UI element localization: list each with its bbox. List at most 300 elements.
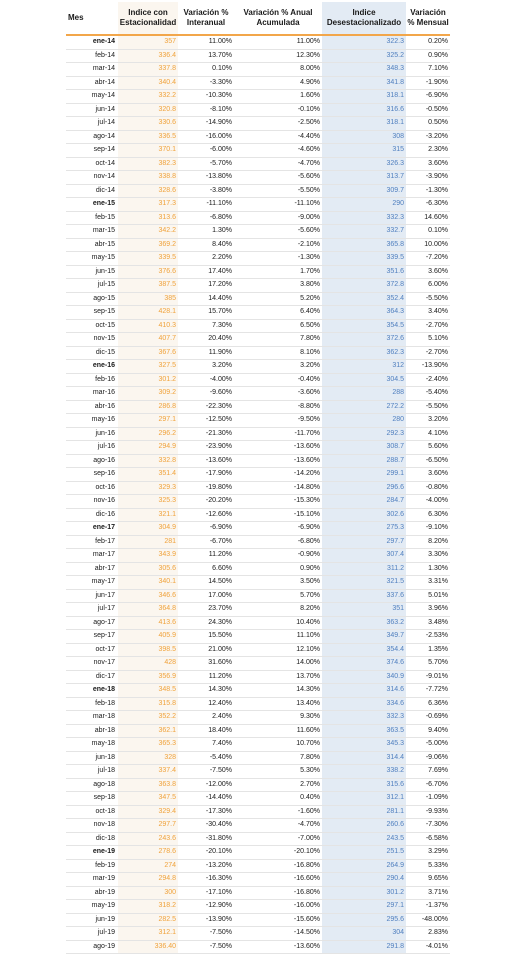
cell-variacion-mensual: -0.69% — [406, 711, 450, 725]
cell-mes: ago-17 — [66, 616, 118, 630]
cell-variacion-mensual: -9.01% — [406, 670, 450, 684]
cell-variacion-mensual: -9.93% — [406, 805, 450, 819]
table-row — [66, 225, 450, 239]
cell-indice-estacionalidad: 329.3 — [118, 481, 178, 495]
table-body — [66, 35, 450, 954]
table-row — [66, 792, 450, 806]
cell-variacion-interanual: -3.30% — [178, 76, 234, 90]
cell-indice-desestacionalizado: 275.3 — [322, 522, 406, 536]
cell-mes: feb-15 — [66, 211, 118, 225]
cell-indice-desestacionalizado: 312.1 — [322, 792, 406, 806]
cell-indice-estacionalidad: 327.5 — [118, 360, 178, 374]
cell-variacion-mensual: -7.72% — [406, 684, 450, 698]
cell-indice-desestacionalizado: 264.9 — [322, 859, 406, 873]
cell-mes: mar-19 — [66, 873, 118, 887]
cell-indice-estacionalidad: 367.6 — [118, 346, 178, 360]
cell-mes: abr-19 — [66, 886, 118, 900]
cell-indice-desestacionalizado: 364.3 — [322, 306, 406, 320]
table-row — [66, 414, 450, 428]
cell-variacion-mensual: -0.80% — [406, 481, 450, 495]
table-row — [66, 63, 450, 77]
cell-variacion-interanual: -6.00% — [178, 144, 234, 158]
table-row — [66, 859, 450, 873]
cell-variacion-anual-acumulada: -14.20% — [234, 468, 322, 482]
cell-variacion-mensual: 7.10% — [406, 63, 450, 77]
table-row — [66, 76, 450, 90]
cell-indice-desestacionalizado: 374.6 — [322, 657, 406, 671]
table-row — [66, 657, 450, 671]
cell-indice-desestacionalizado: 291.8 — [322, 940, 406, 954]
cell-mes: ago-18 — [66, 778, 118, 792]
cell-variacion-interanual: -5.40% — [178, 751, 234, 765]
cell-indice-estacionalidad: 304.9 — [118, 522, 178, 536]
cell-variacion-interanual: -6.70% — [178, 535, 234, 549]
cell-mes: mar-18 — [66, 711, 118, 725]
header-row — [66, 2, 450, 35]
cell-indice-desestacionalizado: 337.6 — [322, 589, 406, 603]
cell-variacion-interanual: 23.70% — [178, 603, 234, 617]
cell-variacion-anual-acumulada: -6.90% — [234, 522, 322, 536]
table-row — [66, 913, 450, 927]
cell-variacion-interanual: -23.90% — [178, 441, 234, 455]
cell-mes: abr-17 — [66, 562, 118, 576]
table-row — [66, 387, 450, 401]
cell-indice-estacionalidad: 347.5 — [118, 792, 178, 806]
table-header — [66, 2, 450, 35]
cell-mes: ago-14 — [66, 130, 118, 144]
cell-indice-desestacionalizado: 297.1 — [322, 900, 406, 914]
cell-indice-desestacionalizado: 302.6 — [322, 508, 406, 522]
cell-indice-desestacionalizado: 338.2 — [322, 765, 406, 779]
cell-mes: ene-14 — [66, 35, 118, 49]
cell-variacion-interanual: 14.50% — [178, 576, 234, 590]
cell-variacion-mensual: -6.58% — [406, 832, 450, 846]
cell-variacion-anual-acumulada: -5.60% — [234, 171, 322, 185]
cell-variacion-interanual: 11.90% — [178, 346, 234, 360]
cell-variacion-interanual: -12.60% — [178, 508, 234, 522]
cell-indice-estacionalidad: 305.6 — [118, 562, 178, 576]
cell-indice-desestacionalizado: 288 — [322, 387, 406, 401]
table-row — [66, 630, 450, 644]
cell-indice-estacionalidad: 363.8 — [118, 778, 178, 792]
table-row — [66, 724, 450, 738]
cell-indice-desestacionalizado: 332.3 — [322, 711, 406, 725]
cell-mes: sep-15 — [66, 306, 118, 320]
cell-indice-desestacionalizado: 354.4 — [322, 643, 406, 657]
cell-indice-estacionalidad: 296.2 — [118, 427, 178, 441]
table-row — [66, 940, 450, 954]
cell-variacion-anual-acumulada: -8.80% — [234, 400, 322, 414]
cell-mes: jun-14 — [66, 103, 118, 117]
cell-variacion-anual-acumulada: 10.40% — [234, 616, 322, 630]
cell-indice-estacionalidad: 340.1 — [118, 576, 178, 590]
cell-mes: sep-17 — [66, 630, 118, 644]
table-row — [66, 900, 450, 914]
table-row — [66, 144, 450, 158]
cell-mes: ago-19 — [66, 940, 118, 954]
indices-table-container — [66, 2, 450, 954]
cell-indice-estacionalidad: 274 — [118, 859, 178, 873]
cell-variacion-interanual: 12.40% — [178, 697, 234, 711]
table-row — [66, 373, 450, 387]
cell-variacion-mensual: 3.20% — [406, 414, 450, 428]
table-row — [66, 319, 450, 333]
cell-variacion-interanual: -6.80% — [178, 211, 234, 225]
cell-variacion-anual-acumulada: -1.60% — [234, 805, 322, 819]
cell-indice-estacionalidad: 325.3 — [118, 495, 178, 509]
cell-mes: jul-18 — [66, 765, 118, 779]
cell-variacion-anual-acumulada: 10.70% — [234, 738, 322, 752]
cell-variacion-anual-acumulada: -4.70% — [234, 819, 322, 833]
cell-mes: ago-16 — [66, 454, 118, 468]
cell-variacion-interanual: -16.00% — [178, 130, 234, 144]
cell-variacion-anual-acumulada: 13.40% — [234, 697, 322, 711]
header-variacion-mensual: Variación % Mensual — [406, 2, 450, 35]
cell-variacion-mensual: 5.70% — [406, 657, 450, 671]
cell-indice-desestacionalizado: 339.5 — [322, 252, 406, 266]
cell-variacion-interanual: -9.60% — [178, 387, 234, 401]
cell-variacion-interanual: -4.00% — [178, 373, 234, 387]
cell-variacion-mensual: 3.60% — [406, 468, 450, 482]
cell-indice-estacionalidad: 336.4 — [118, 49, 178, 63]
cell-variacion-anual-acumulada: -1.30% — [234, 252, 322, 266]
cell-variacion-anual-acumulada: 7.80% — [234, 751, 322, 765]
cell-indice-estacionalidad: 286.8 — [118, 400, 178, 414]
cell-indice-desestacionalizado: 332.7 — [322, 225, 406, 239]
cell-variacion-interanual: 11.20% — [178, 670, 234, 684]
cell-variacion-anual-acumulada: -15.10% — [234, 508, 322, 522]
cell-mes: oct-14 — [66, 157, 118, 171]
cell-variacion-anual-acumulada: -2.50% — [234, 117, 322, 131]
cell-variacion-anual-acumulada: -4.40% — [234, 130, 322, 144]
cell-indice-estacionalidad: 357 — [118, 35, 178, 49]
cell-variacion-interanual: -17.10% — [178, 886, 234, 900]
cell-indice-estacionalidad: 428 — [118, 657, 178, 671]
cell-variacion-anual-acumulada: 0.40% — [234, 792, 322, 806]
cell-variacion-anual-acumulada: -6.80% — [234, 535, 322, 549]
table-row — [66, 157, 450, 171]
cell-variacion-anual-acumulada: -13.60% — [234, 940, 322, 954]
cell-variacion-anual-acumulada: 5.30% — [234, 765, 322, 779]
table-row — [66, 751, 450, 765]
cell-indice-estacionalidad: 328 — [118, 751, 178, 765]
cell-variacion-mensual: 9.40% — [406, 724, 450, 738]
cell-indice-desestacionalizado: 290.4 — [322, 873, 406, 887]
cell-mes: jun-15 — [66, 265, 118, 279]
cell-indice-estacionalidad: 407.7 — [118, 333, 178, 347]
cell-variacion-interanual: 17.20% — [178, 279, 234, 293]
cell-variacion-anual-acumulada: 11.00% — [234, 35, 322, 49]
table-row — [66, 711, 450, 725]
table-row — [66, 805, 450, 819]
cell-indice-estacionalidad: 351.4 — [118, 468, 178, 482]
cell-mes: jul-17 — [66, 603, 118, 617]
cell-indice-desestacionalizado: 315.6 — [322, 778, 406, 792]
cell-indice-estacionalidad: 317.3 — [118, 198, 178, 212]
cell-variacion-mensual: -2.70% — [406, 346, 450, 360]
cell-indice-desestacionalizado: 345.3 — [322, 738, 406, 752]
cell-indice-estacionalidad: 312.1 — [118, 927, 178, 941]
cell-mes: oct-18 — [66, 805, 118, 819]
cell-indice-estacionalidad: 336.40 — [118, 940, 178, 954]
cell-variacion-interanual: -14.90% — [178, 117, 234, 131]
cell-variacion-mensual: 3.31% — [406, 576, 450, 590]
cell-variacion-interanual: -13.90% — [178, 913, 234, 927]
cell-indice-desestacionalizado: 292.3 — [322, 427, 406, 441]
cell-indice-estacionalidad: 330.6 — [118, 117, 178, 131]
cell-mes: ene-19 — [66, 846, 118, 860]
cell-variacion-interanual: -20.10% — [178, 846, 234, 860]
cell-variacion-anual-acumulada: 7.80% — [234, 333, 322, 347]
cell-variacion-interanual: -31.80% — [178, 832, 234, 846]
cell-variacion-interanual: -12.50% — [178, 414, 234, 428]
cell-mes: feb-18 — [66, 697, 118, 711]
cell-mes: dic-16 — [66, 508, 118, 522]
cell-variacion-interanual: -13.60% — [178, 454, 234, 468]
cell-variacion-interanual: 18.40% — [178, 724, 234, 738]
cell-variacion-mensual: -13.90% — [406, 360, 450, 374]
cell-mes: sep-18 — [66, 792, 118, 806]
cell-indice-desestacionalizado: 308 — [322, 130, 406, 144]
table-row — [66, 684, 450, 698]
cell-variacion-anual-acumulada: 8.00% — [234, 63, 322, 77]
cell-variacion-mensual: 3.96% — [406, 603, 450, 617]
table-row — [66, 117, 450, 131]
table-row — [66, 643, 450, 657]
cell-variacion-interanual: -17.90% — [178, 468, 234, 482]
cell-indice-desestacionalizado: 352.4 — [322, 292, 406, 306]
cell-variacion-anual-acumulada: 6.40% — [234, 306, 322, 320]
cell-mes: jun-19 — [66, 913, 118, 927]
cell-indice-desestacionalizado: 304 — [322, 927, 406, 941]
cell-indice-desestacionalizado: 340.9 — [322, 670, 406, 684]
cell-indice-desestacionalizado: 297.7 — [322, 535, 406, 549]
cell-mes: nov-15 — [66, 333, 118, 347]
cell-variacion-mensual: 4.10% — [406, 427, 450, 441]
cell-indice-estacionalidad: 365.3 — [118, 738, 178, 752]
cell-variacion-anual-acumulada: -0.90% — [234, 549, 322, 563]
cell-indice-estacionalidad: 387.5 — [118, 279, 178, 293]
cell-variacion-anual-acumulada: 5.20% — [234, 292, 322, 306]
cell-indice-estacionalidad: 348.5 — [118, 684, 178, 698]
cell-indice-desestacionalizado: 316.6 — [322, 103, 406, 117]
cell-variacion-mensual: 3.60% — [406, 265, 450, 279]
cell-mes: dic-17 — [66, 670, 118, 684]
table-row — [66, 670, 450, 684]
cell-variacion-anual-acumulada: 1.70% — [234, 265, 322, 279]
cell-mes: ago-15 — [66, 292, 118, 306]
cell-indice-estacionalidad: 336.5 — [118, 130, 178, 144]
cell-variacion-anual-acumulada: 3.50% — [234, 576, 322, 590]
cell-variacion-mensual: 5.60% — [406, 441, 450, 455]
cell-mes: feb-19 — [66, 859, 118, 873]
header-indice-estacionalidad: Indice con Estacionalidad — [118, 2, 178, 35]
table-row — [66, 819, 450, 833]
cell-variacion-mensual: 1.30% — [406, 562, 450, 576]
table-row — [66, 616, 450, 630]
cell-variacion-mensual: -3.20% — [406, 130, 450, 144]
cell-indice-desestacionalizado: 313.7 — [322, 171, 406, 185]
cell-indice-estacionalidad: 337.4 — [118, 765, 178, 779]
cell-mes: nov-14 — [66, 171, 118, 185]
cell-variacion-mensual: 0.20% — [406, 35, 450, 49]
cell-indice-estacionalidad: 338.8 — [118, 171, 178, 185]
cell-variacion-interanual: -5.70% — [178, 157, 234, 171]
cell-mes: feb-17 — [66, 535, 118, 549]
cell-variacion-interanual: -14.40% — [178, 792, 234, 806]
cell-variacion-anual-acumulada: -3.60% — [234, 387, 322, 401]
table-row — [66, 697, 450, 711]
cell-mes: may-17 — [66, 576, 118, 590]
cell-mes: sep-16 — [66, 468, 118, 482]
cell-indice-desestacionalizado: 362.3 — [322, 346, 406, 360]
cell-variacion-anual-acumulada: -13.60% — [234, 454, 322, 468]
cell-mes: ene-17 — [66, 522, 118, 536]
cell-variacion-interanual: -12.90% — [178, 900, 234, 914]
cell-variacion-anual-acumulada: -4.60% — [234, 144, 322, 158]
cell-variacion-interanual: 1.30% — [178, 225, 234, 239]
cell-variacion-mensual: -1.30% — [406, 184, 450, 198]
cell-variacion-mensual: 7.69% — [406, 765, 450, 779]
cell-mes: mar-16 — [66, 387, 118, 401]
cell-variacion-interanual: 14.30% — [178, 684, 234, 698]
cell-mes: nov-16 — [66, 495, 118, 509]
cell-variacion-mensual: 0.90% — [406, 49, 450, 63]
cell-mes: may-19 — [66, 900, 118, 914]
cell-variacion-interanual: 21.00% — [178, 643, 234, 657]
cell-variacion-mensual: 10.00% — [406, 238, 450, 252]
cell-variacion-interanual: -21.30% — [178, 427, 234, 441]
cell-indice-estacionalidad: 398.5 — [118, 643, 178, 657]
cell-variacion-anual-acumulada: 14.30% — [234, 684, 322, 698]
indices-table — [66, 2, 450, 954]
cell-indice-estacionalidad: 340.4 — [118, 76, 178, 90]
table-row — [66, 441, 450, 455]
cell-variacion-mensual: 3.30% — [406, 549, 450, 563]
cell-indice-estacionalidad: 413.6 — [118, 616, 178, 630]
cell-indice-desestacionalizado: 243.5 — [322, 832, 406, 846]
header-variacion-anual-acumulada: Variación % Anual Acumulada — [234, 2, 322, 35]
cell-indice-desestacionalizado: 288.7 — [322, 454, 406, 468]
cell-indice-desestacionalizado: 281.1 — [322, 805, 406, 819]
cell-indice-desestacionalizado: 318.1 — [322, 90, 406, 104]
cell-indice-desestacionalizado: 334.6 — [322, 697, 406, 711]
table-row — [66, 360, 450, 374]
table-row — [66, 549, 450, 563]
cell-mes: jul-14 — [66, 117, 118, 131]
cell-variacion-anual-acumulada: -15.30% — [234, 495, 322, 509]
cell-variacion-interanual: -22.30% — [178, 400, 234, 414]
cell-variacion-interanual: -13.80% — [178, 171, 234, 185]
table-row — [66, 427, 450, 441]
cell-indice-desestacionalizado: 314.6 — [322, 684, 406, 698]
cell-variacion-mensual: -3.90% — [406, 171, 450, 185]
cell-variacion-anual-acumulada: 9.30% — [234, 711, 322, 725]
cell-indice-desestacionalizado: 312 — [322, 360, 406, 374]
cell-indice-estacionalidad: 364.8 — [118, 603, 178, 617]
cell-mes: ene-15 — [66, 198, 118, 212]
cell-variacion-mensual: 3.60% — [406, 157, 450, 171]
cell-variacion-anual-acumulada: 4.90% — [234, 76, 322, 90]
cell-variacion-interanual: 17.00% — [178, 589, 234, 603]
header-indice-desestacionalizado: Indice Desestacionalizado — [322, 2, 406, 35]
table-row — [66, 171, 450, 185]
cell-variacion-mensual: -6.50% — [406, 454, 450, 468]
cell-indice-estacionalidad: 294.9 — [118, 441, 178, 455]
cell-variacion-interanual: 2.40% — [178, 711, 234, 725]
cell-variacion-interanual: -3.80% — [178, 184, 234, 198]
cell-indice-desestacionalizado: 280 — [322, 414, 406, 428]
cell-variacion-anual-acumulada: 8.10% — [234, 346, 322, 360]
cell-variacion-mensual: 5.33% — [406, 859, 450, 873]
cell-variacion-anual-acumulada: 12.30% — [234, 49, 322, 63]
cell-indice-estacionalidad: 339.5 — [118, 252, 178, 266]
cell-variacion-anual-acumulada: -2.10% — [234, 238, 322, 252]
cell-indice-estacionalidad: 342.2 — [118, 225, 178, 239]
cell-variacion-mensual: 8.20% — [406, 535, 450, 549]
cell-variacion-mensual: -6.70% — [406, 778, 450, 792]
cell-mes: sep-14 — [66, 144, 118, 158]
cell-indice-desestacionalizado: 299.1 — [322, 468, 406, 482]
cell-indice-estacionalidad: 309.2 — [118, 387, 178, 401]
cell-variacion-mensual: -1.09% — [406, 792, 450, 806]
cell-variacion-anual-acumulada: -0.40% — [234, 373, 322, 387]
table-row — [66, 846, 450, 860]
cell-indice-estacionalidad: 405.9 — [118, 630, 178, 644]
cell-variacion-anual-acumulada: -16.60% — [234, 873, 322, 887]
cell-variacion-anual-acumulada: 6.50% — [234, 319, 322, 333]
cell-indice-estacionalidad: 318.2 — [118, 900, 178, 914]
cell-indice-desestacionalizado: 296.6 — [322, 481, 406, 495]
table-row — [66, 306, 450, 320]
cell-variacion-interanual: 11.00% — [178, 35, 234, 49]
cell-variacion-mensual: 2.30% — [406, 144, 450, 158]
table-row — [66, 454, 450, 468]
cell-variacion-anual-acumulada: -14.50% — [234, 927, 322, 941]
cell-variacion-anual-acumulada: -9.50% — [234, 414, 322, 428]
cell-indice-desestacionalizado: 304.5 — [322, 373, 406, 387]
table-row — [66, 886, 450, 900]
cell-indice-desestacionalizado: 284.7 — [322, 495, 406, 509]
table-row — [66, 400, 450, 414]
cell-variacion-mensual: -5.50% — [406, 292, 450, 306]
cell-variacion-interanual: -11.10% — [178, 198, 234, 212]
cell-mes: abr-14 — [66, 76, 118, 90]
cell-variacion-interanual: -30.40% — [178, 819, 234, 833]
table-row — [66, 468, 450, 482]
cell-indice-estacionalidad: 370.1 — [118, 144, 178, 158]
table-row — [66, 346, 450, 360]
table-row — [66, 49, 450, 63]
cell-indice-estacionalidad: 313.6 — [118, 211, 178, 225]
cell-mes: dic-14 — [66, 184, 118, 198]
cell-mes: jun-16 — [66, 427, 118, 441]
cell-mes: oct-17 — [66, 643, 118, 657]
cell-variacion-interanual: 20.40% — [178, 333, 234, 347]
cell-indice-estacionalidad: 343.9 — [118, 549, 178, 563]
cell-variacion-mensual: -5.50% — [406, 400, 450, 414]
cell-variacion-anual-acumulada: 1.60% — [234, 90, 322, 104]
cell-mes: mar-17 — [66, 549, 118, 563]
cell-variacion-interanual: 7.40% — [178, 738, 234, 752]
cell-variacion-mensual: -4.01% — [406, 940, 450, 954]
cell-variacion-mensual: 0.10% — [406, 225, 450, 239]
cell-mes: nov-17 — [66, 657, 118, 671]
cell-variacion-anual-acumulada: -20.10% — [234, 846, 322, 860]
table-row — [66, 522, 450, 536]
table-row — [66, 508, 450, 522]
cell-variacion-interanual: -16.30% — [178, 873, 234, 887]
